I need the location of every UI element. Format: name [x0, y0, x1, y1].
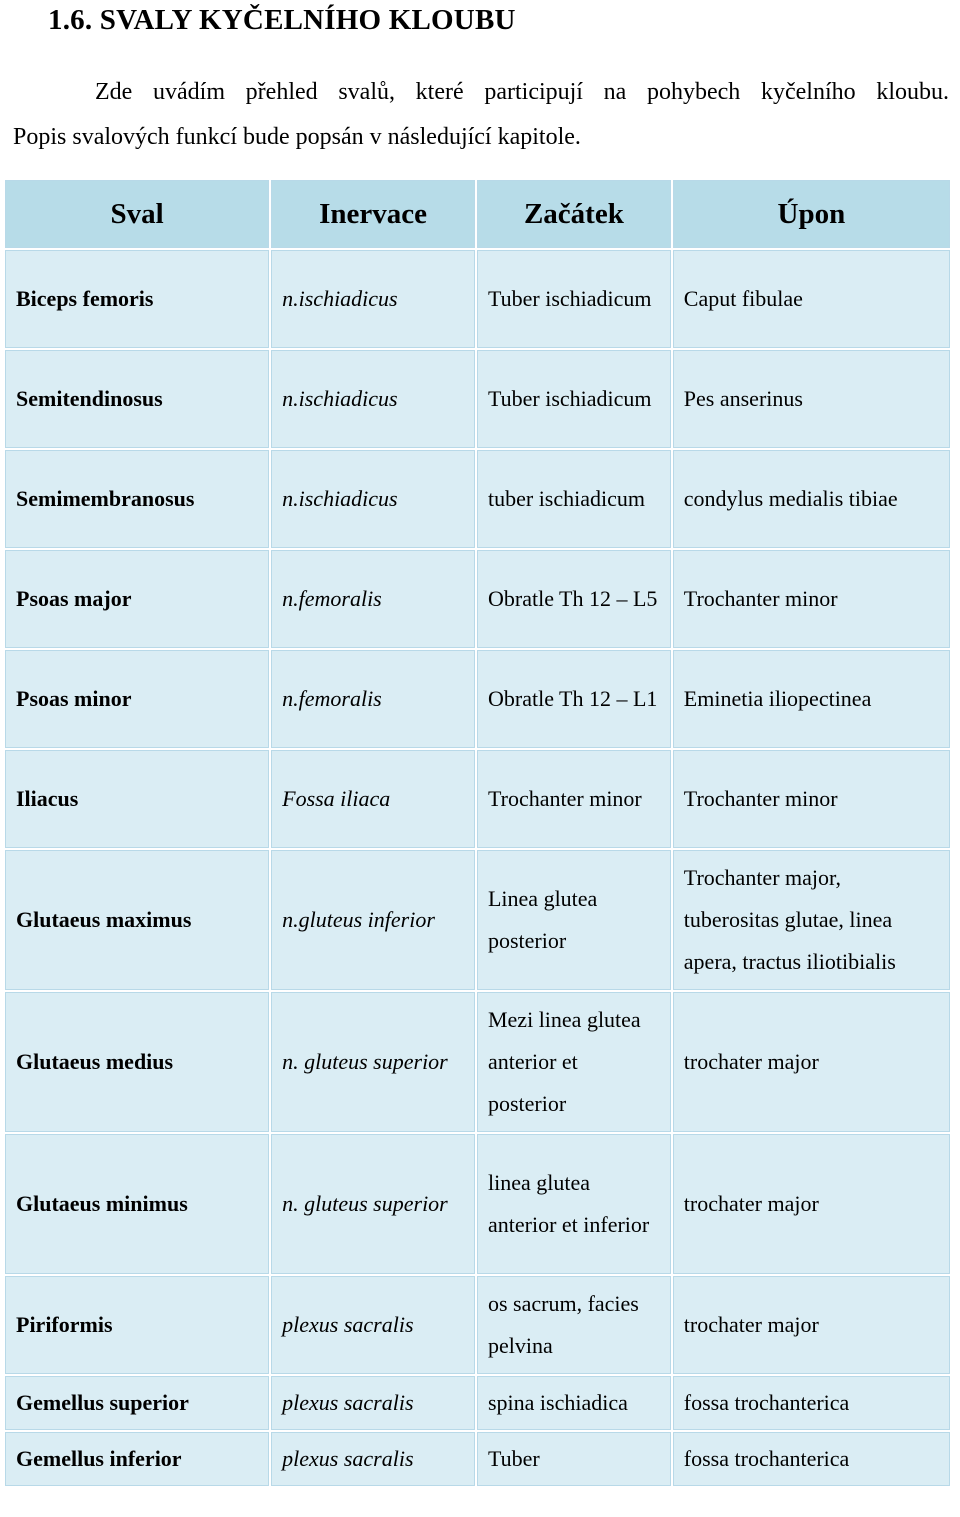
cell-muscle: Glutaeus maximus: [5, 850, 269, 990]
cell-muscle: Piriformis: [5, 1276, 269, 1374]
cell-innervation: n.ischiadicus: [271, 450, 475, 548]
cell-muscle: Psoas major: [5, 550, 269, 648]
section-heading: 1.6. SVALY KYČELNÍHO KLOUBU: [48, 4, 516, 36]
header-zacatek: Začátek: [477, 180, 671, 248]
muscles-table: [3, 178, 952, 1488]
cell-innervation: plexus sacralis: [271, 1376, 475, 1430]
table-row: [5, 1432, 950, 1486]
cell-muscle: Iliacus: [5, 750, 269, 848]
table-row: [5, 650, 950, 748]
cell-innervation: Fossa iliaca: [271, 750, 475, 848]
cell-insertion: Eminetia iliopectinea: [673, 650, 950, 748]
table-row: [5, 1276, 950, 1374]
table-row: [5, 350, 950, 448]
cell-innervation: n.femoralis: [271, 550, 475, 648]
cell-origin: Tuber ischiadicum: [477, 250, 671, 348]
table-row: [5, 1134, 950, 1274]
cell-origin: Trochanter minor: [477, 750, 671, 848]
cell-origin: os sacrum, facies pelvina: [477, 1276, 671, 1374]
cell-muscle: Semitendinosus: [5, 350, 269, 448]
cell-origin: Tuber ischiadicum: [477, 350, 671, 448]
cell-innervation: n.ischiadicus: [271, 350, 475, 448]
cell-origin: spina ischiadica: [477, 1376, 671, 1430]
cell-muscle: Gemellus inferior: [5, 1432, 269, 1486]
cell-insertion: Trochanter minor: [673, 550, 950, 648]
cell-muscle: Gemellus superior: [5, 1376, 269, 1430]
cell-insertion: Trochanter major, tuberositas glutae, linea apera, tractus iliotibialis: [673, 850, 950, 990]
header-sval: Sval: [5, 180, 269, 248]
header-inervace: Inervace: [271, 180, 475, 248]
cell-innervation: n.gluteus inferior: [271, 850, 475, 990]
table-row: [5, 750, 950, 848]
cell-insertion: condylus medialis tibiae: [673, 450, 950, 548]
cell-origin: Obratle Th 12 – L5: [477, 550, 671, 648]
cell-innervation: n. gluteus superior: [271, 1134, 475, 1274]
header-upon: Úpon: [673, 180, 950, 248]
cell-muscle: Glutaeus minimus: [5, 1134, 269, 1274]
cell-muscle: Semimembranosus: [5, 450, 269, 548]
cell-innervation: n.femoralis: [271, 650, 475, 748]
table-header-row: [5, 180, 950, 248]
cell-innervation: plexus sacralis: [271, 1432, 475, 1486]
cell-innervation: plexus sacralis: [271, 1276, 475, 1374]
cell-origin: Linea glutea posterior: [477, 850, 671, 990]
cell-muscle: Psoas minor: [5, 650, 269, 748]
cell-insertion: Trochanter minor: [673, 750, 950, 848]
cell-origin: Mezi linea glutea anterior et posterior: [477, 992, 671, 1132]
cell-insertion: Caput fibulae: [673, 250, 950, 348]
table-row: [5, 850, 950, 990]
cell-origin: Obratle Th 12 – L1: [477, 650, 671, 748]
intro-line-1: Zde uvádím přehled svalů, které participují na pohybech kyčelního kloubu.: [95, 79, 949, 105]
table-row: [5, 250, 950, 348]
cell-muscle: Biceps femoris: [5, 250, 269, 348]
cell-origin: Tuber: [477, 1432, 671, 1486]
cell-insertion: fossa trochanterica: [673, 1432, 950, 1486]
cell-insertion: trochater major: [673, 1134, 950, 1274]
cell-insertion: trochater major: [673, 1276, 950, 1374]
intro-paragraph: [13, 70, 949, 160]
cell-innervation: n.ischiadicus: [271, 250, 475, 348]
cell-innervation: n. gluteus superior: [271, 992, 475, 1132]
cell-muscle: Glutaeus medius: [5, 992, 269, 1132]
table-row: [5, 450, 950, 548]
table-row: [5, 1376, 950, 1430]
table-row: [5, 550, 950, 648]
table-row: [5, 992, 950, 1132]
cell-origin: tuber ischiadicum: [477, 450, 671, 548]
cell-origin: linea glutea anterior et inferior: [477, 1134, 671, 1274]
cell-insertion: fossa trochanterica: [673, 1376, 950, 1430]
cell-insertion: Pes anserinus: [673, 350, 950, 448]
intro-line-2: Popis svalových funkcí bude popsán v následující kapitole.: [13, 124, 581, 150]
cell-insertion: trochater major: [673, 992, 950, 1132]
